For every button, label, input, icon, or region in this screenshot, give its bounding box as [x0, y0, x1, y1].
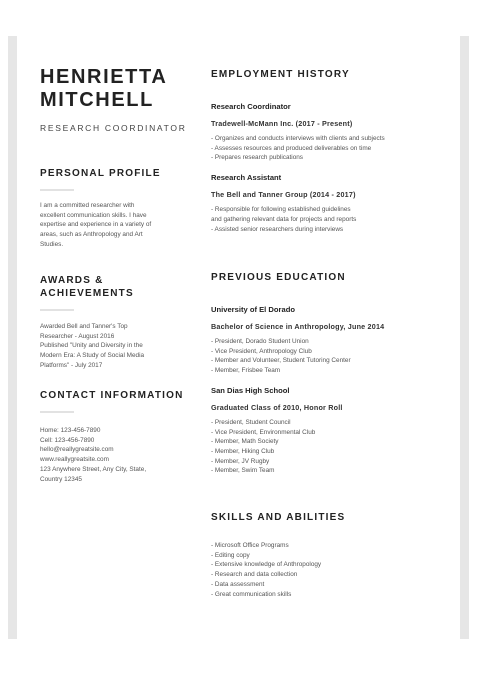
personal-profile-section — [40, 167, 190, 250]
job-duty: - Responsible for following established guidelines — [211, 206, 351, 214]
job-duty: - Assisted senior researchers during interviews — [211, 225, 344, 233]
job-organization: The Bell and Tanner Group (2014 - 2017) — [211, 190, 356, 200]
left-page-bar — [8, 36, 17, 639]
school-activity: - President, Dorado Student Union — [211, 338, 309, 345]
school-name: San Dias High School — [211, 385, 290, 395]
contact-home-phone: Home: 123-456-7890 — [40, 427, 101, 434]
contact-website: www.reallygreatsite.com — [40, 456, 109, 464]
skill-item: - Extensive knowledge of Anthropology — [211, 561, 322, 569]
employment-section — [211, 68, 451, 234]
awards-line: Awarded Bell and Tanner's Top — [40, 323, 128, 330]
awards-heading-line: ACHIEVEMENTS — [40, 288, 134, 299]
education-section — [211, 271, 451, 476]
awards-section — [40, 274, 190, 371]
employment-heading: EMPLOYMENT HISTORY — [211, 69, 350, 80]
profile-line: I am a committed researcher with — [40, 202, 135, 209]
school-activity: - Member, Hiking Club — [211, 447, 275, 455]
skill-item: - Great communication skills — [211, 590, 292, 598]
job-duty: - Organizes and conducts interviews with clients and subjects — [211, 135, 385, 142]
contact-details — [40, 426, 190, 484]
job-duty: - Prepares research publications — [211, 154, 303, 162]
awards-line: Researcher - August 2016 — [40, 332, 115, 340]
school-activity: - Member, JV Rugby — [211, 457, 270, 465]
profile-text — [40, 201, 190, 250]
heading-divider — [40, 309, 74, 311]
candidate-name — [40, 66, 190, 112]
job-role: Research Assistant — [211, 173, 282, 183]
skill-item: - Data assessment — [211, 580, 265, 588]
skills-section — [211, 511, 451, 599]
first-name: HENRIETTA — [40, 66, 168, 88]
profile-line: excellent communication skills. I have — [40, 211, 147, 219]
school-activity: - President, Student Council — [211, 418, 291, 426]
profile-line: Studies. — [40, 240, 64, 248]
awards-line: Platforms" - July 2017 — [40, 361, 103, 369]
left-column — [40, 66, 190, 483]
school-activity: - Member and Volunteer, Student Tutoring Center — [211, 357, 351, 365]
heading-divider — [40, 411, 74, 413]
skills-list — [211, 541, 451, 599]
school-activities — [211, 337, 451, 376]
personal-profile-heading: PERSONAL PROFILE — [40, 168, 161, 179]
job-title: RESEARCH COORDINATOR — [40, 123, 187, 133]
contact-address-country: Country 12345 — [40, 475, 82, 483]
job-organization: Tradewell-McMann Inc. (2017 - Present) — [211, 119, 353, 128]
right-page-bar — [460, 36, 469, 639]
awards-heading-line: AWARDS & — [40, 275, 104, 286]
education-heading: PREVIOUS EDUCATION — [211, 272, 346, 283]
awards-text — [40, 322, 190, 371]
contact-address: 123 Anywhere Street, Any City, State, — [40, 465, 147, 473]
job-duty: - Assesses resources and produced deliverables on time — [211, 144, 372, 152]
skill-item: - Editing copy — [211, 551, 250, 559]
job-duties — [211, 205, 451, 234]
heading-divider — [40, 189, 74, 191]
profile-line: expertise and experience in a variety of — [40, 221, 152, 229]
awards-heading — [40, 274, 190, 300]
awards-line: Modern Era: A Study of Social Media — [40, 352, 145, 360]
job-duties — [211, 134, 451, 163]
school-activity: - Vice President, Environmental Club — [211, 428, 316, 436]
school-activity: - Vice President, Anthropology Club — [211, 347, 312, 355]
school-activity: - Member, Math Society — [211, 438, 279, 446]
school-degree: Graduated Class of 2010, Honor Roll — [211, 402, 343, 412]
profile-line: areas, such as Anthropology and Art — [40, 231, 143, 239]
school-activity: - Member, Frisbee Team — [211, 367, 281, 375]
last-name: MITCHELL — [40, 89, 154, 111]
skills-heading: SKILLS AND ABILITIES — [211, 512, 346, 523]
awards-line: Published "Unity and Diversity in the — [40, 342, 143, 350]
contact-section — [40, 389, 190, 484]
school-name: University of El Dorado — [211, 305, 295, 314]
contact-heading: CONTACT INFORMATION — [40, 390, 184, 401]
contact-email: hello@reallygreatsite.com — [40, 446, 114, 454]
contact-cell-phone: Cell: 123-456-7890 — [40, 436, 95, 444]
school-degree: Bachelor of Science in Anthropology, June 2014 — [211, 322, 385, 331]
job-duty: and gathering relevant data for projects and reports — [211, 215, 357, 223]
skill-item: - Research and data collection — [211, 571, 298, 579]
job-role: Research Coordinator — [211, 102, 291, 111]
skill-item: - Microsoft Office Programs — [211, 542, 289, 549]
school-activities — [211, 418, 451, 476]
school-activity: - Member, Swim Team — [211, 467, 275, 475]
